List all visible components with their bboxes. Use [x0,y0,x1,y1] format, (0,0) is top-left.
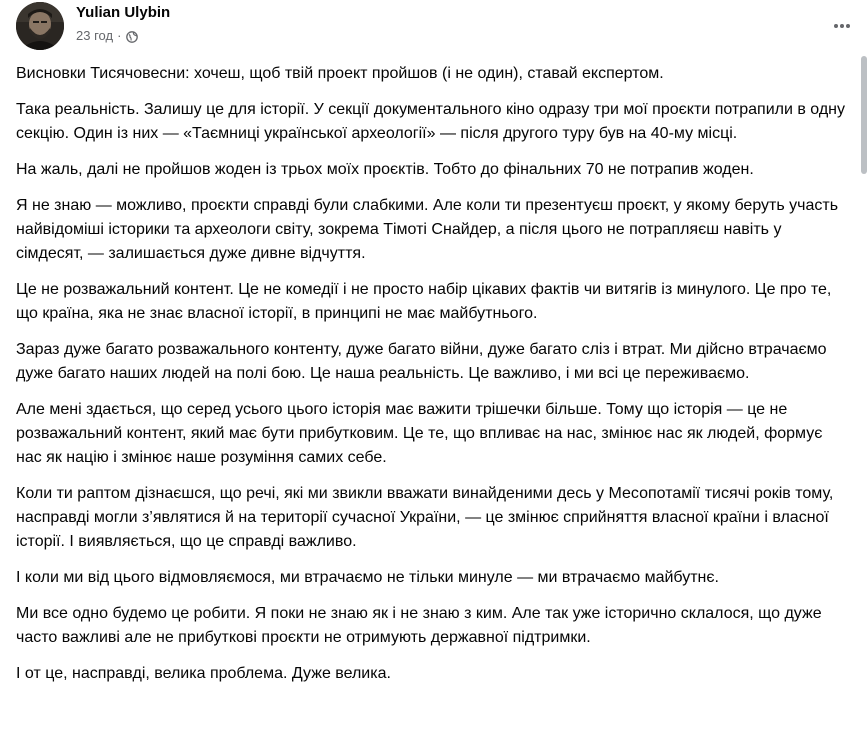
scrollbar-thumb[interactable] [861,56,867,174]
post-paragraph: Але мені здається, що серед усього цього історія має важити трішечки більше. Тому що історія — це не розважальний контент, який має бути прибутковим. Це те, що впливає на нас, змінює нас як людей, формує нас як націю і змінює наше розуміння самих себе. [16,401,823,466]
more-options-button[interactable] [824,8,860,44]
author-avatar[interactable] [16,2,64,50]
post-timestamp[interactable]: 23 год [76,28,114,43]
post-paragraph: І от це, насправді, велика проблема. Дуже велика. [16,665,391,682]
post-meta [76,27,138,45]
post-paragraph: Така реальність. Залишу це для історії. У секції документального кіно одразу три мої проєкти потрапили в одну секцію. Один із них — «Таємниці української археології» — після другого туру був на 40-му місці. [16,101,846,142]
post-paragraph: На жаль, далі не пройшов жоден із трьох моїх проєктів. Тобто до фінальних 70 не потрапив жоден. [16,161,754,178]
post-paragraph: Коли ти раптом дізнаєшся, що речі, які ми звикли вважати винайденими десь у Месопотамії тисячі років тому, насправді могли з’являтися й на території сучасної України, — це змінює сприйняття власної країни і власної історії. І виявляється, що це справді важливо. [16,485,834,550]
post-paragraph: Я не знаю — можливо, проєкти справді були слабкими. Але коли ти презентуєш проєкт, у якому беруть участь найвідоміші історики та археологи світу, зокрема Тімоті Снайдер, а після цього не потрапляєш навіть у сімдесят, — залишається дуже дивне відчуття. [16,197,839,262]
post-paragraph: Зараз дуже багато розважального контенту, дуже багато війни, дуже багато сліз і втрат. Ми дійсно втрачаємо дуже багато наших людей на полі бою. Це наша реальність. Це важливо, і ми всі це переживаємо. [16,341,827,382]
post-header [16,0,860,56]
avatar-photo [16,2,64,50]
post-body [16,62,852,698]
post-paragraph: Висновки Тисячовесни: хочеш, щоб твій проект пройшов (і не один), ставай експертом. [16,65,664,82]
meta-separator: · [117,28,122,43]
ellipsis-icon [832,16,852,36]
post-paragraph: Ми все одно будемо це робити. Я поки не знаю як і не знаю з ким. Але так уже історично склалося, що дуже часто важливі але не прибуткові проєкти не отримують державної підтримки. [16,605,822,646]
globe-icon[interactable] [126,30,138,42]
post-paragraph: І коли ми від цього відмовляємося, ми втрачаємо не тільки минуле — ми втрачаємо майбутнє. [16,569,719,586]
post-paragraph: Це не розважальний контент. Це не комедії і не просто набір цікавих фактів чи витягів із минулого. Це про те, що країна, яка не знає власної історії, в принципі не має майбутнього. [16,281,832,322]
scrollbar[interactable] [860,0,868,756]
author-name[interactable]: Yulian Ulybin [76,4,171,21]
